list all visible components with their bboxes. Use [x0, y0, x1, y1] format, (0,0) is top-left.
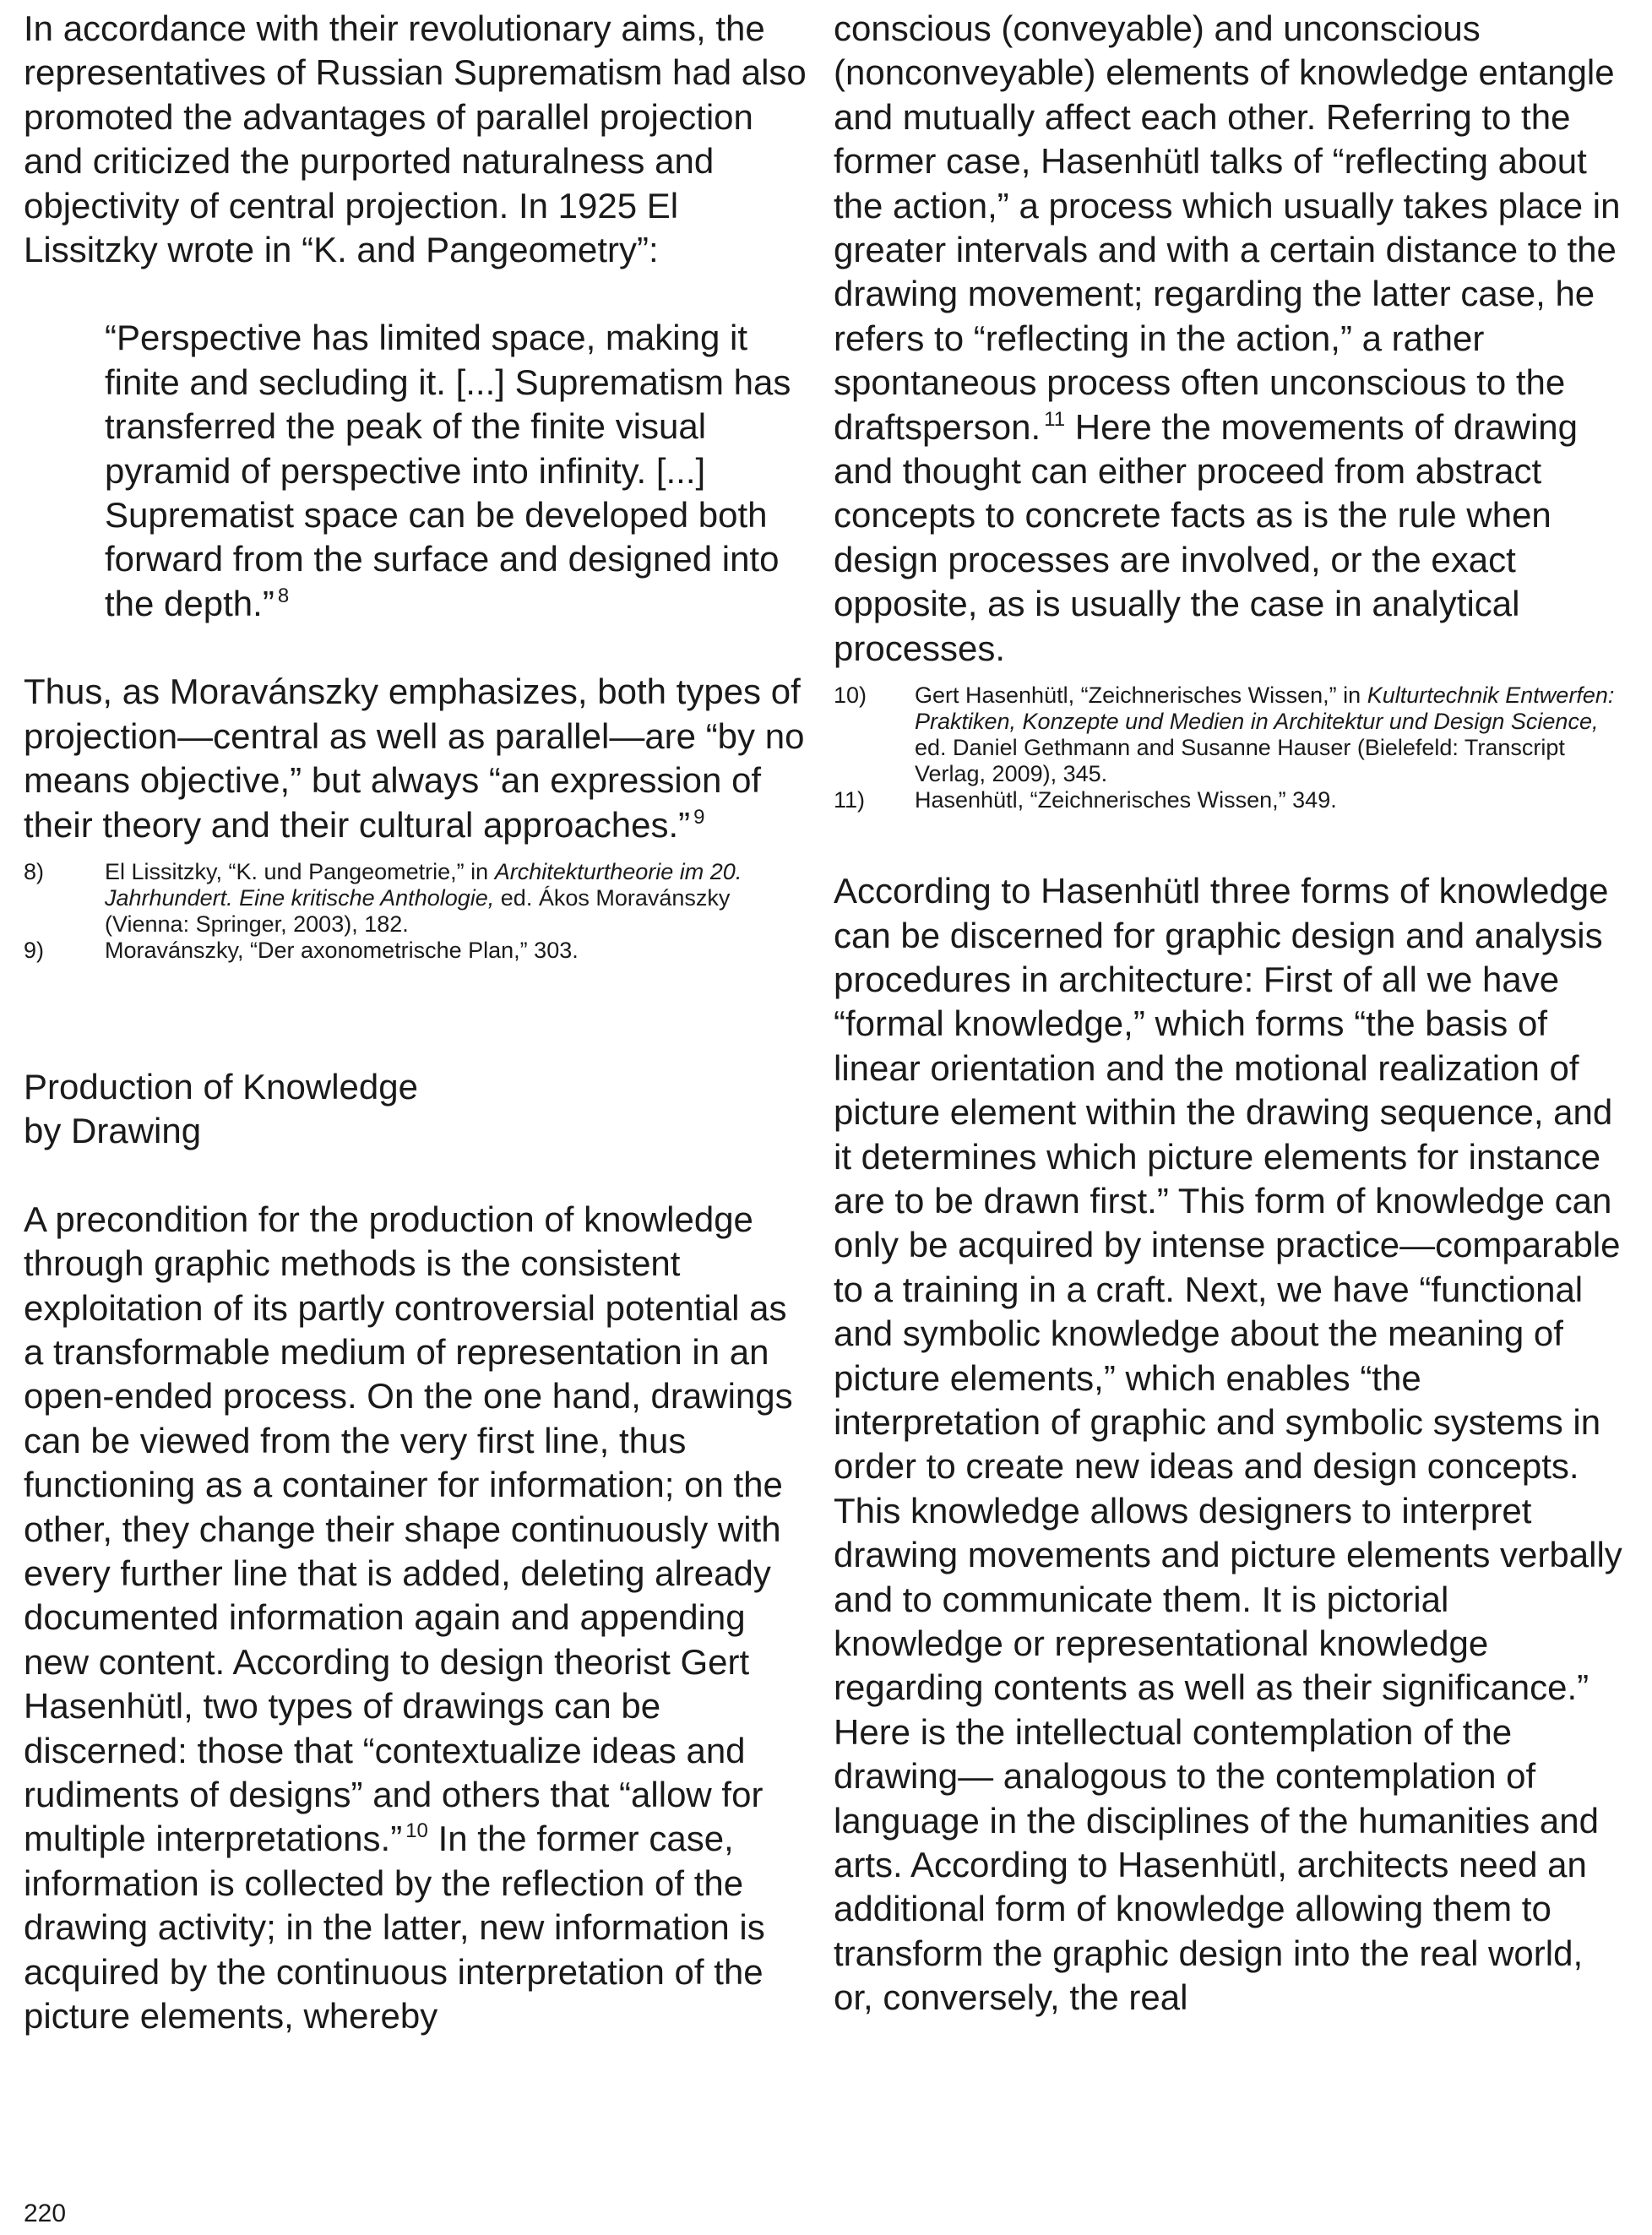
heading-line: by Drawing: [24, 1111, 202, 1151]
spacer: [834, 813, 1628, 869]
left-column: [24, 7, 809, 2038]
body-paragraph: In accordance with their revolutionary aims, the representatives of Russian Suprematism had also promoted the advantages of parallel projection and criticized the purported naturalness and objectivity of central projection. In 1925 El Lissitzky wrote in “K. and Pangeometry”:: [24, 8, 807, 270]
body-paragraph: [24, 1198, 809, 2039]
heading-line: Production of Knowledge: [24, 1066, 418, 1107]
footnote-text-part: Gert Hasenhütl, “Zeichnerisches Wissen,” in: [915, 682, 1367, 709]
footnote-text: Moravánszky, “Der axonometrische Plan,” 303.: [105, 937, 579, 963]
paragraph-text: Thus, as Moravánszky emphasizes, both types of projection—central as well as parallel—are “by no means objective,” but always “an expression of their theory and their cultural approaches.”: [24, 672, 805, 845]
footnotes: [834, 682, 1628, 813]
footnote-italic-title: Architekturtheorie im 20. Jahrhundert. Eine kritische Anthologie,: [105, 858, 742, 911]
footnotes: [24, 859, 809, 964]
footnote-number: 10): [834, 682, 867, 709]
footnote-text-part: ed. Ákos Moravánszky (Vienna: Springer, 2003), 182.: [105, 884, 731, 937]
paragraph-text: In the former case, information is collected by the reflection of the drawing activity; in the latter, new information is acquired by the continuous interpretation of the picture elements, whereby: [24, 1819, 765, 2037]
section-heading: [24, 1065, 809, 1154]
block-quote: [105, 316, 809, 626]
body-paragraph: [834, 7, 1628, 671]
footnote-marker: 10: [405, 1819, 428, 1843]
body-paragraph: [24, 670, 809, 847]
footnote-text-part: El Lissitzky, “K. und Pangeometrie,” in: [105, 858, 495, 884]
footnote-text: [915, 682, 1628, 787]
paragraph-text: A precondition for the production of knowledge through graphic methods is the consistent exploitation of its partly controversial potential as a transformable medium of representation in an open-ended process. On the one hand, drawings can be viewed from the very first line, thus functioning as a container for information; on the other, they change their shape continuously with every further line that is added, deleting already documented information again and appending new content. According to design theorist Gert Hasenhütl, two types of drawings can be discerned: those that “contextualize ideas and rudiments of designs” and others that “allow for multiple interpretations.”: [24, 1199, 793, 1859]
quote-text: “Perspective has limited space, making it finite and secluding it. [...] Suprematism has transferred the peak of the finite visual pyramid of perspective into infinity. [...] Suprematist space can be developed both forward from the surface and designed into the depth.”: [105, 318, 791, 623]
footnote-marker: 11: [1044, 407, 1066, 431]
footnote-marker: 8: [277, 584, 290, 607]
spacer: [24, 964, 809, 1065]
paragraph-text: Here the movements of drawing and thought can either proceed from abstract concepts to concrete facts as is the rule when design processes are involved, or the exact opposite, as is usually the case in analytical processes.: [834, 406, 1579, 668]
footnote: [24, 859, 809, 938]
right-column: [834, 7, 1628, 2020]
footnote-number: 8): [24, 858, 45, 884]
footnote-text-part: ed. Daniel Gethmann and Susanne Hauser (Bielefeld: Transcript Verlag, 2009), 345.: [915, 735, 1565, 787]
paragraph-text: conscious (conveyable) and unconscious (nonconveyable) elements of knowledge entangle and mutually affect each other. Referring to the former case, Hasenhütl talks of “reflecting about the action,” a process which usually takes place in greater intervals and with a certain distance to the drawing movement; regarding the latter case, he refers to “reflecting in the action,” a rather spontaneous process often unconscious to the draftsperson.: [834, 8, 1621, 447]
footnote-number: 9): [24, 937, 45, 963]
footnote: [834, 787, 1628, 813]
footnote-marker: 9: [693, 805, 705, 829]
body-paragraph: According to Hasenhütl three forms of knowledge can be discerned for graphic design and analysis procedures in architecture: First of all we have “formal knowledge,” which forms “the basis of linear orientation and the motional realization of picture element within the drawing sequence, and it determines which picture elements for instance are to be drawn first.” This form of knowledge can only be acquired by intense practice—comparable to a training in a craft. Next, we have “functional and symbolic knowledge about the meaning of picture elements,” which enables “the interpretation of graphic and symbolic systems in order to create new ideas and design concepts. This knowledge allows designers to interpret drawing movements and picture elements verbally and to communicate them. It is pictorial knowledge or representational knowledge regarding contents as well as their significance.” Here is the intellectual contemplation of the drawing— analogous to the contemplation of language in the disciplines of the humanities and arts. According to Hasenhütl, architects need an additional form of knowledge allowing them to transform the graphic design into the real world, or, conversely, the real: [834, 871, 1622, 2018]
footnote-text: [105, 859, 809, 938]
spacer: [24, 1154, 809, 1198]
footnote-number: 11): [834, 787, 866, 813]
page-number: 220: [24, 2200, 67, 2227]
footnote-italic-title: Kulturtechnik Entwerfen: Praktiken, Konzepte und Medien in Architektur und Design Science,: [915, 682, 1615, 735]
footnote: [834, 682, 1628, 787]
footnote: [24, 938, 809, 964]
footnote-text: Hasenhütl, “Zeichnerisches Wissen,” 349.: [915, 787, 1337, 813]
